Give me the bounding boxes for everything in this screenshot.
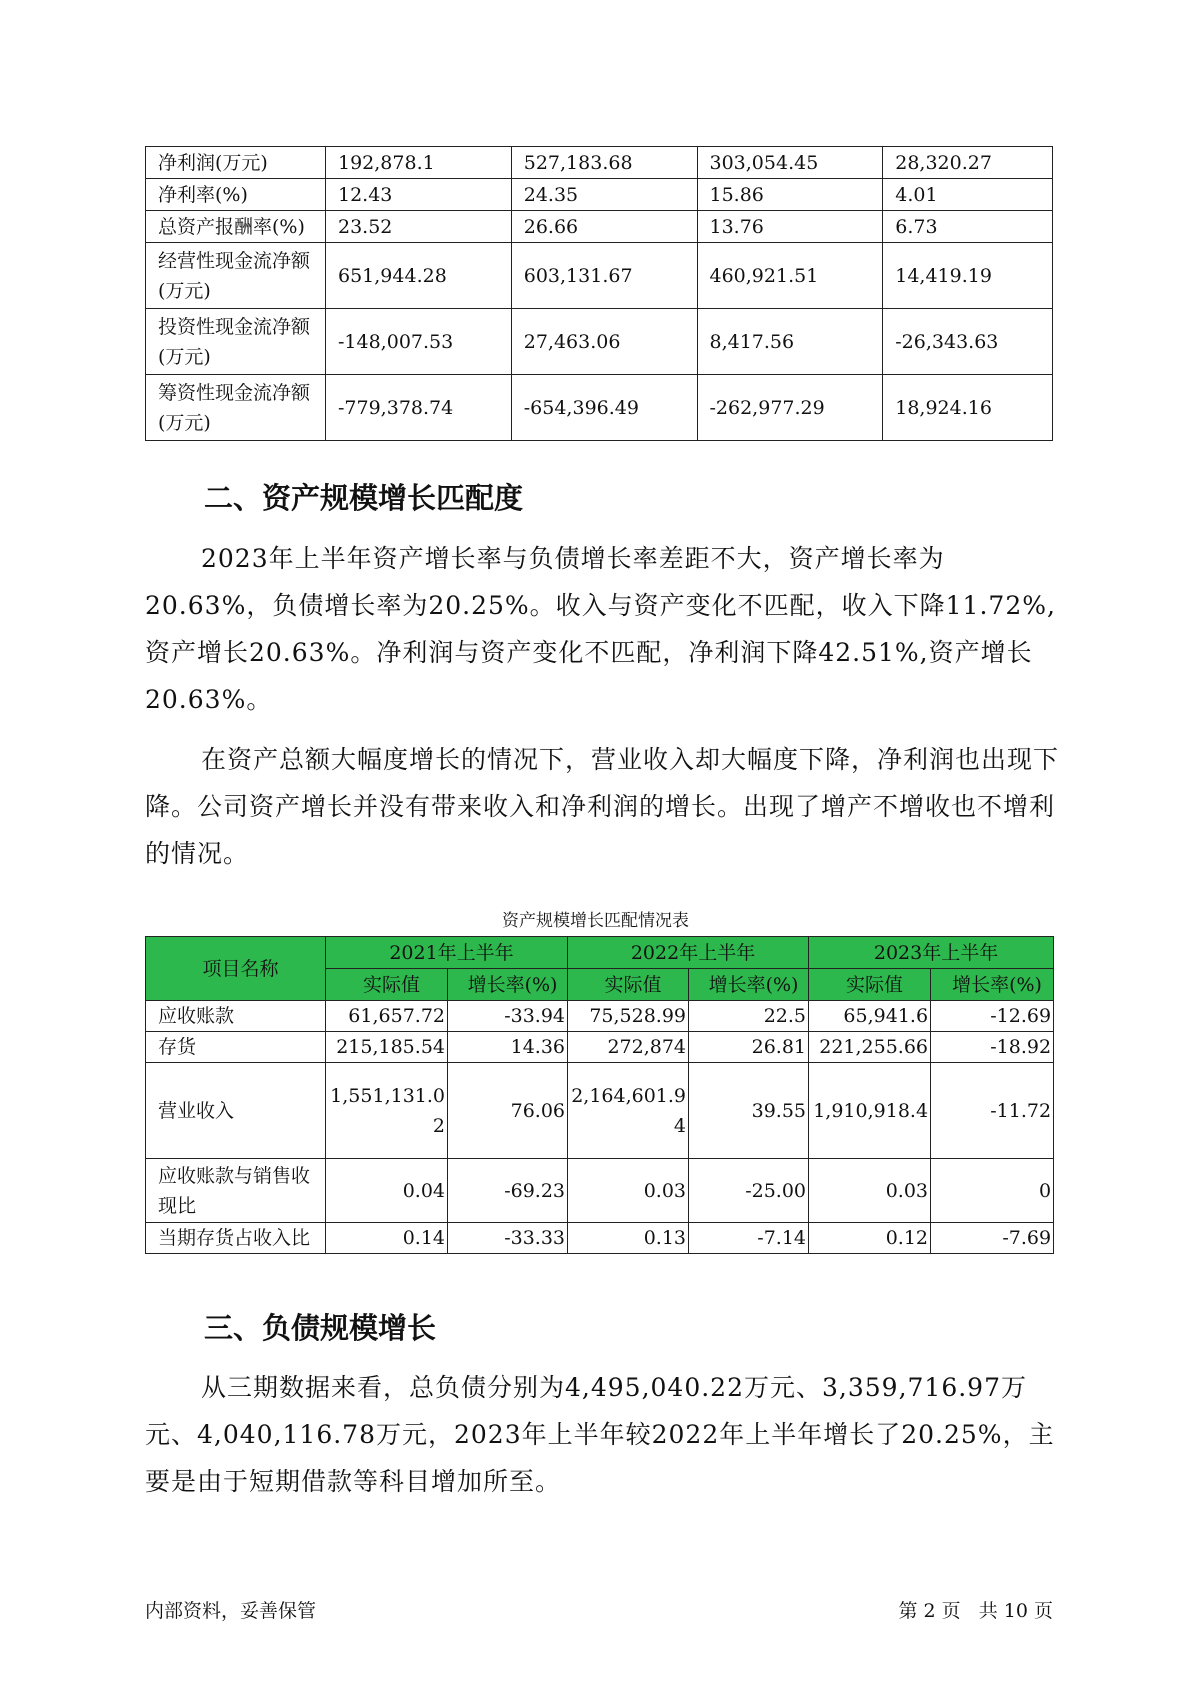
table-cell: 76.06 <box>448 1063 568 1159</box>
item-name-header: 项目名称 <box>146 937 326 1001</box>
table-cell: -33.94 <box>448 1001 568 1032</box>
table-row <box>146 1001 1054 1032</box>
growth-rate-header: 增长率(%) <box>931 969 1054 1001</box>
table-cell: 15.86 <box>697 179 883 211</box>
table-cell: -33.33 <box>448 1223 568 1254</box>
table-cell: -7.69 <box>931 1223 1054 1254</box>
table-cell: 215,185.54 <box>326 1032 448 1063</box>
table-row <box>146 1063 1054 1159</box>
table-cell: -18.92 <box>931 1032 1054 1063</box>
financial-metrics-table <box>145 146 1053 441</box>
table-cell: -12.69 <box>931 1001 1054 1032</box>
row-label: 总资产报酬率(%) <box>146 211 326 243</box>
table-cell: 39.55 <box>689 1063 809 1159</box>
table-cell: 651,944.28 <box>326 243 512 309</box>
table-cell: -148,007.53 <box>326 309 512 375</box>
period-header: 2021年上半年 <box>326 937 568 969</box>
paragraph: 在资产总额大幅度增长的情况下，营业收入却大幅度下降，净利润也出现下降。公司资产增长并没有带来收入和净利润的增长。出现了增产不增收也不增利的情况。 <box>145 745 1060 868</box>
row-label: 投资性现金流净额(万元) <box>146 309 326 375</box>
asset-growth-table <box>145 936 1054 1254</box>
table-cell: 221,255.66 <box>809 1032 931 1063</box>
table-cell: 0 <box>931 1159 1054 1223</box>
paragraph: 2023年上半年资产增长率与负债增长率差距不大，资产增长率为20.63%，负债增长率为20.25%。收入与资产变化不匹配，收入下降11.72%,资产增长20.63%。净利润与资产变化不匹配，净利润下降42.51%,资产增长20.63%。 <box>145 544 1056 714</box>
table-cell: 6.73 <box>883 211 1053 243</box>
growth-rate-header: 增长率(%) <box>448 969 568 1001</box>
table-cell: 1,910,918.4 <box>809 1063 931 1159</box>
table-cell: 0.14 <box>326 1223 448 1254</box>
table-cell: -7.14 <box>689 1223 809 1254</box>
growth-rate-header: 增长率(%) <box>689 969 809 1001</box>
table-cell: 75,528.99 <box>568 1001 689 1032</box>
row-label: 净利润(万元) <box>146 147 326 179</box>
footer-note: 内部资料，妥善保管 <box>145 1600 317 1622</box>
page-number: 第 2 页 共 10 页 <box>898 1600 1053 1622</box>
row-label: 筹资性现金流净额(万元) <box>146 375 326 441</box>
table-row <box>146 147 1053 179</box>
table-cell: 1,551,131.02 <box>326 1063 448 1159</box>
table-cell: 0.12 <box>809 1223 931 1254</box>
table-cell: 2,164,601.94 <box>568 1063 689 1159</box>
table-cell: 603,131.67 <box>511 243 697 309</box>
table-cell: 14.36 <box>448 1032 568 1063</box>
section-heading: 三、负债规模增长 <box>204 1311 437 1345</box>
table-cell: 0.03 <box>809 1159 931 1223</box>
paragraph: 从三期数据来看，总负债分别为4,495,040.22万元、3,359,716.97万元、4,040,116.78万元，2023年上半年较2022年上半年增长了20.25%，主要是由于短期借款等科目增加所至。 <box>145 1373 1055 1496</box>
row-label: 经营性现金流净额(万元) <box>146 243 326 309</box>
actual-value-header: 实际值 <box>326 969 448 1001</box>
table-cell: 4.01 <box>883 179 1053 211</box>
actual-value-header: 实际值 <box>568 969 689 1001</box>
table-cell: -654,396.49 <box>511 375 697 441</box>
table-cell: 0.04 <box>326 1159 448 1223</box>
table-cell: 22.5 <box>689 1001 809 1032</box>
row-label: 应收账款与销售收现比 <box>146 1159 326 1223</box>
table-cell: 65,941.6 <box>809 1001 931 1032</box>
table-cell: 14,419.19 <box>883 243 1053 309</box>
table-cell: -11.72 <box>931 1063 1054 1159</box>
table-cell: -69.23 <box>448 1159 568 1223</box>
table-cell: 13.76 <box>697 211 883 243</box>
row-label: 当期存货占收入比 <box>146 1223 326 1254</box>
table-cell: 303,054.45 <box>697 147 883 179</box>
row-label: 存货 <box>146 1032 326 1063</box>
period-header: 2022年上半年 <box>568 937 809 969</box>
table-row <box>146 179 1053 211</box>
table-cell: -26,343.63 <box>883 309 1053 375</box>
table-cell: 23.52 <box>326 211 512 243</box>
table-cell: 24.35 <box>511 179 697 211</box>
table-cell: -779,378.74 <box>326 375 512 441</box>
table-cell: -25.00 <box>689 1159 809 1223</box>
table-cell: 18,924.16 <box>883 375 1053 441</box>
table-cell: 61,657.72 <box>326 1001 448 1032</box>
table-cell: 26.66 <box>511 211 697 243</box>
table-row <box>146 243 1053 309</box>
table-cell: 0.13 <box>568 1223 689 1254</box>
table-cell: 272,874 <box>568 1032 689 1063</box>
row-label: 应收账款 <box>146 1001 326 1032</box>
table-row <box>146 1223 1054 1254</box>
row-label: 净利率(%) <box>146 179 326 211</box>
table-cell: 527,183.68 <box>511 147 697 179</box>
table-row <box>146 309 1053 375</box>
table-caption: 资产规模增长匹配情况表 <box>502 911 689 931</box>
table-cell: 12.43 <box>326 179 512 211</box>
table-cell: 26.81 <box>689 1032 809 1063</box>
table-cell: 0.03 <box>568 1159 689 1223</box>
table-cell: 460,921.51 <box>697 243 883 309</box>
table-row <box>146 1032 1054 1063</box>
period-header: 2023年上半年 <box>809 937 1054 969</box>
row-label: 营业收入 <box>146 1063 326 1159</box>
table-cell: -262,977.29 <box>697 375 883 441</box>
table-cell: 27,463.06 <box>511 309 697 375</box>
table-cell: 192,878.1 <box>326 147 512 179</box>
table-row <box>146 1159 1054 1223</box>
section-heading: 二、资产规模增长匹配度 <box>204 481 524 515</box>
table-row <box>146 211 1053 243</box>
table-cell: 28,320.27 <box>883 147 1053 179</box>
table-row <box>146 375 1053 441</box>
table-cell: 8,417.56 <box>697 309 883 375</box>
actual-value-header: 实际值 <box>809 969 931 1001</box>
